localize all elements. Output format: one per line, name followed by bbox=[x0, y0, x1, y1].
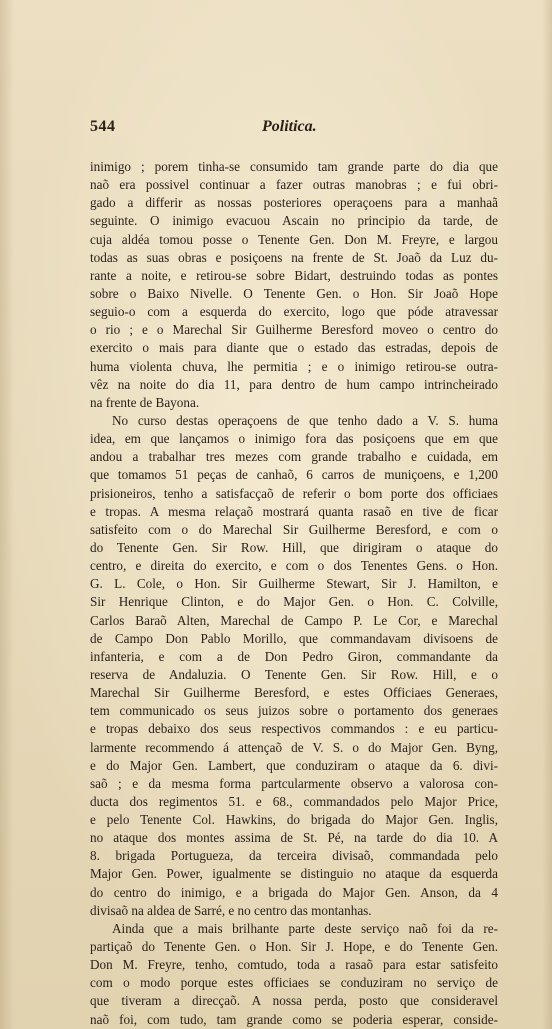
text-line: cuja aldéa tomou posse o Tenente Gen. Don M. Freyre, e largou bbox=[90, 231, 498, 247]
text-line: do Tenente Gen. Sir Row. Hill, que dirigiram o ataque do bbox=[90, 539, 498, 555]
text-line: e do Major Gen. Lambert, que conduziram o ataque da 6. divi- bbox=[90, 757, 498, 773]
text-line: rante a noite, e retirou-se sobre Bidart, destruindo todas as pontes bbox=[90, 267, 498, 283]
text-line: exercito o mais para diante que o estado das estradas, depois de bbox=[90, 340, 498, 356]
text-line: de Campo Don Pablo Morillo, que commandavam divisoens de bbox=[90, 630, 498, 646]
page-number: 544 bbox=[90, 118, 116, 135]
text-line: Sir Henrique Clinton, e do Major Gen. o Hon. C. Colville, bbox=[90, 594, 498, 610]
text-line: centro, e direita do exercito, e com o dos Tenentes Gens. o Hon. bbox=[90, 558, 498, 574]
text-line: seguinte. O inimigo evacuou Ascain no principio da tarde, de bbox=[90, 213, 498, 229]
text-line: reserva de Andaluzia. O Tenente Gen. Sir Row. Hill, e o bbox=[90, 666, 498, 682]
text-line: satisfeito com o do Marechal Sir Guilherme Beresford, e com o bbox=[90, 521, 498, 537]
text-line: No curso destas operaçoens de que tenho dado a V. S. huma bbox=[112, 412, 498, 428]
text-line: com o modo porque estes officiaes se conduziram no serviço de bbox=[90, 975, 498, 991]
text-line: naõ era possivel continuar a fazer outras manobras ; e fui obri- bbox=[90, 177, 498, 193]
text-line: o rio ; e o Marechal Sir Guilherme Beresford moveo o centro do bbox=[90, 322, 498, 338]
text-line: Ainda que a mais brilhante parte deste serviço naõ foi da re- bbox=[112, 920, 498, 936]
text-line: andou a trabalhar tres mezes com grande trabalho e cuidada, em bbox=[90, 449, 498, 465]
text-line: seguio-o com a esquerda do exercito, logo que póde atravessar bbox=[90, 304, 498, 320]
text-line: prisioneiros, tenho a satisfacçaõ de referir o bom porte dos officiaes bbox=[90, 485, 498, 501]
text-line: ducta dos regimentos 51. e 68., commandados pelo Major Price, bbox=[90, 793, 498, 809]
text-line: que tiveram a direcçaõ. A nossa perda, posto que consideravel bbox=[90, 993, 498, 1009]
text-line: e tropas debaixo dos seus respectivos commandos : e eu particu- bbox=[90, 721, 498, 737]
text-line: partiçaõ do Tenente Gen. o Hon. Sir J. Hope, e do Tenente Gen. bbox=[90, 939, 498, 955]
text-line: huma violenta chuva, lhe permitia ; e o inimigo retirou-se outra- bbox=[90, 358, 498, 374]
text-line: larmente recommendo á attençaõ de V. S. o do Major Gen. Byng, bbox=[90, 739, 498, 755]
text-line: todas as suas obras e posiçoens na frente de St. Joaõ da Luz du- bbox=[90, 249, 498, 265]
body-text bbox=[90, 158, 498, 1029]
text-line: e tropas. A mesma relaçaõ mostrará quanta rasaõ en tive de ficar bbox=[90, 503, 498, 519]
text-line: Carlos Baraõ Alten, Marechal de Campo P. Le Cor, e Marechal bbox=[90, 612, 498, 628]
text-line: Don M. Freyre, tenho, comtudo, toda a rasaõ para estar satisfeito bbox=[90, 957, 498, 973]
text-line: naõ foi, com tudo, tam grande como se poderia esperar, conside- bbox=[90, 1011, 498, 1027]
page-header bbox=[90, 118, 498, 140]
text-line: Marechal Sir Guilherme Beresford, e estes Officiaes Generaes, bbox=[90, 685, 498, 701]
page-edge-shadow-right bbox=[542, 0, 552, 1029]
text-line: que tomamos 51 peças de canhaõ, 6 carros de muniçoens, e 1,200 bbox=[90, 467, 498, 483]
text-line: Major Gen. Power, igualmente se distinguio no ataque da esquerda bbox=[90, 866, 498, 882]
text-line: na frente de Bayona. bbox=[90, 394, 200, 410]
text-line: tem communicado os seus juizos sobre o portamento dos generaes bbox=[90, 703, 498, 719]
page-edge-shadow-left bbox=[0, 0, 14, 1029]
text-line: gado a differir as nossas posteriores operaçoens para a manhaã bbox=[90, 195, 498, 211]
text-line: infanteria, e com a de Don Pedro Giron, commandante da bbox=[90, 648, 498, 664]
text-line: G. L. Cole, o Hon. Sir Guilherme Stewart, Sir J. Hamilton, e bbox=[90, 576, 498, 592]
text-line: idea, em que lançamos o inimigo fora das posiçoens que em que bbox=[90, 431, 498, 447]
text-line: vêz na noite do dia 11, para dentro de hum campo intrincheirado bbox=[90, 376, 498, 392]
text-line: do centro do inimigo, e a brigada do Major Gen. Anson, da 4 bbox=[90, 884, 498, 900]
text-line: divisaõ na aldea de Sarré, e no centro das montanhas. bbox=[90, 902, 372, 918]
text-line: sobre o Baixo Nivelle. O Tenente Gen. o Hon. Sir Joaõ Hope bbox=[90, 285, 498, 301]
text-line: 8. brigada Portugueza, da terceira divisaõ, commandada pelo bbox=[90, 848, 498, 864]
text-line: no ataque dos montes assima de St. Pé, na tarde do dia 10. A bbox=[90, 830, 498, 846]
text-line: saõ ; e da mesma forma partcularmente observo a valorosa con- bbox=[90, 775, 498, 791]
running-head: Politica. bbox=[262, 118, 317, 135]
text-line: inimigo ; porem tinha-se consumido tam grande parte do dia que bbox=[90, 159, 498, 174]
text-line: e pelo Tenente Col. Hawkins, do brigada do Major Gen. Inglis, bbox=[90, 812, 498, 828]
